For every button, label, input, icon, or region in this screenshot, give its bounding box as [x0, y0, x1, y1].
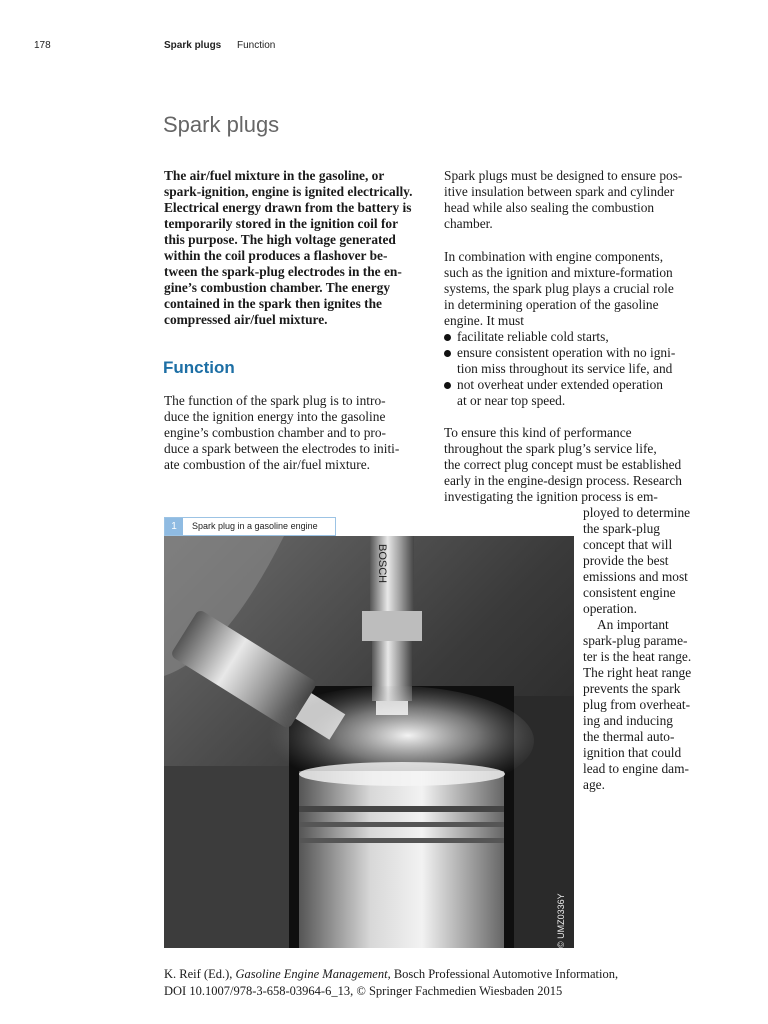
function-text: The function of the spark plug is to intro- duce the ignition energy into the gasoline engine’s combustion chamber and to pro- duce a spark between the electrodes to initi- ate combustion of the air/fuel mixture. — [164, 393, 400, 472]
citation-line-1: K. Reif (Ed.), Gasoline Engine Management, Bosch Professional Automotive Information, — [164, 967, 619, 981]
heat-range-paragraph: An important spark-plug parame- ter is the heat range. The right heat range prevents the spark plug from overheat- ing and inducing the thermal auto- ignition that could lead to engine dam- age. — [583, 617, 692, 792]
plug-brand-label: BOSCH — [376, 544, 388, 584]
right-paragraph-insulation: Spark plugs must be designed to ensure pos- itive insulation between spark and cylinder head while also sealing the combustion chamber. — [444, 168, 683, 231]
right-paragraph-performance: To ensure this kind of performance throughout the spark plug’s service life, the correct plug concept must be established early in the engine-design process. Research investigating the ignition process is em- — [444, 425, 682, 504]
function-paragraph — [164, 393, 426, 473]
citation-line-2: DOI 10.1007/978-3-658-03964-6_13, © Springer Fachmedien Wiesbaden 2015 — [164, 984, 563, 998]
figure-title: Spark plug in a gasoline engine — [192, 521, 318, 531]
lead-paragraph — [164, 168, 426, 328]
figure-number: 1 — [165, 518, 183, 535]
lead-text: The air/fuel mixture in the gasoline, or spark-ignition, engine is ignited electrically. Electrical energy drawn from the battery is temporarily stored in the ignition coil for this purpose. The high voltage generated within the coil produces a flashover be- tween the spark-plug electrodes in the en- gine’s combustion chamber. The energy contained in the spark then ignites the compressed air/fuel mixture. — [164, 168, 413, 327]
bullet-dot-icon — [444, 334, 451, 341]
bullet-dot-icon — [444, 382, 451, 389]
bullet-item: facilitate reliable cold starts, — [444, 329, 706, 345]
figure-caption — [164, 517, 336, 536]
bullet-item: ensure consistent operation with no igni- tion miss throughout its service life, and — [444, 345, 706, 377]
spark-plug-photo — [164, 536, 574, 948]
narrow-column-text: ployed to determine the spark-plug concept that will provide the best emissions and most consistent engine operation. An important spark-plug parame- ter is the heat range. The right heat range prevents the spark plug from overheat- ing and inducing the thermal auto- ignition that could lead to engine dam- age. — [583, 505, 713, 793]
bullet-item: not overheat under extended operation at or near top speed. — [444, 377, 706, 409]
page-number: 178 — [34, 40, 51, 51]
right-paragraph-engine-components: In combination with engine components, such as the ignition and mixture-formation systems, the spark plug plays a crucial role in determining operation of the gasoline engine. It must — [444, 249, 674, 328]
chapter-title: Spark plugs — [163, 112, 280, 137]
bullet-dot-icon — [444, 350, 451, 357]
running-header-subsection: Function — [237, 40, 276, 51]
function-heading: Function — [163, 358, 235, 377]
running-header-section: Spark plugs — [164, 40, 222, 51]
figure-code: © UMZ0336Y — [556, 893, 566, 948]
